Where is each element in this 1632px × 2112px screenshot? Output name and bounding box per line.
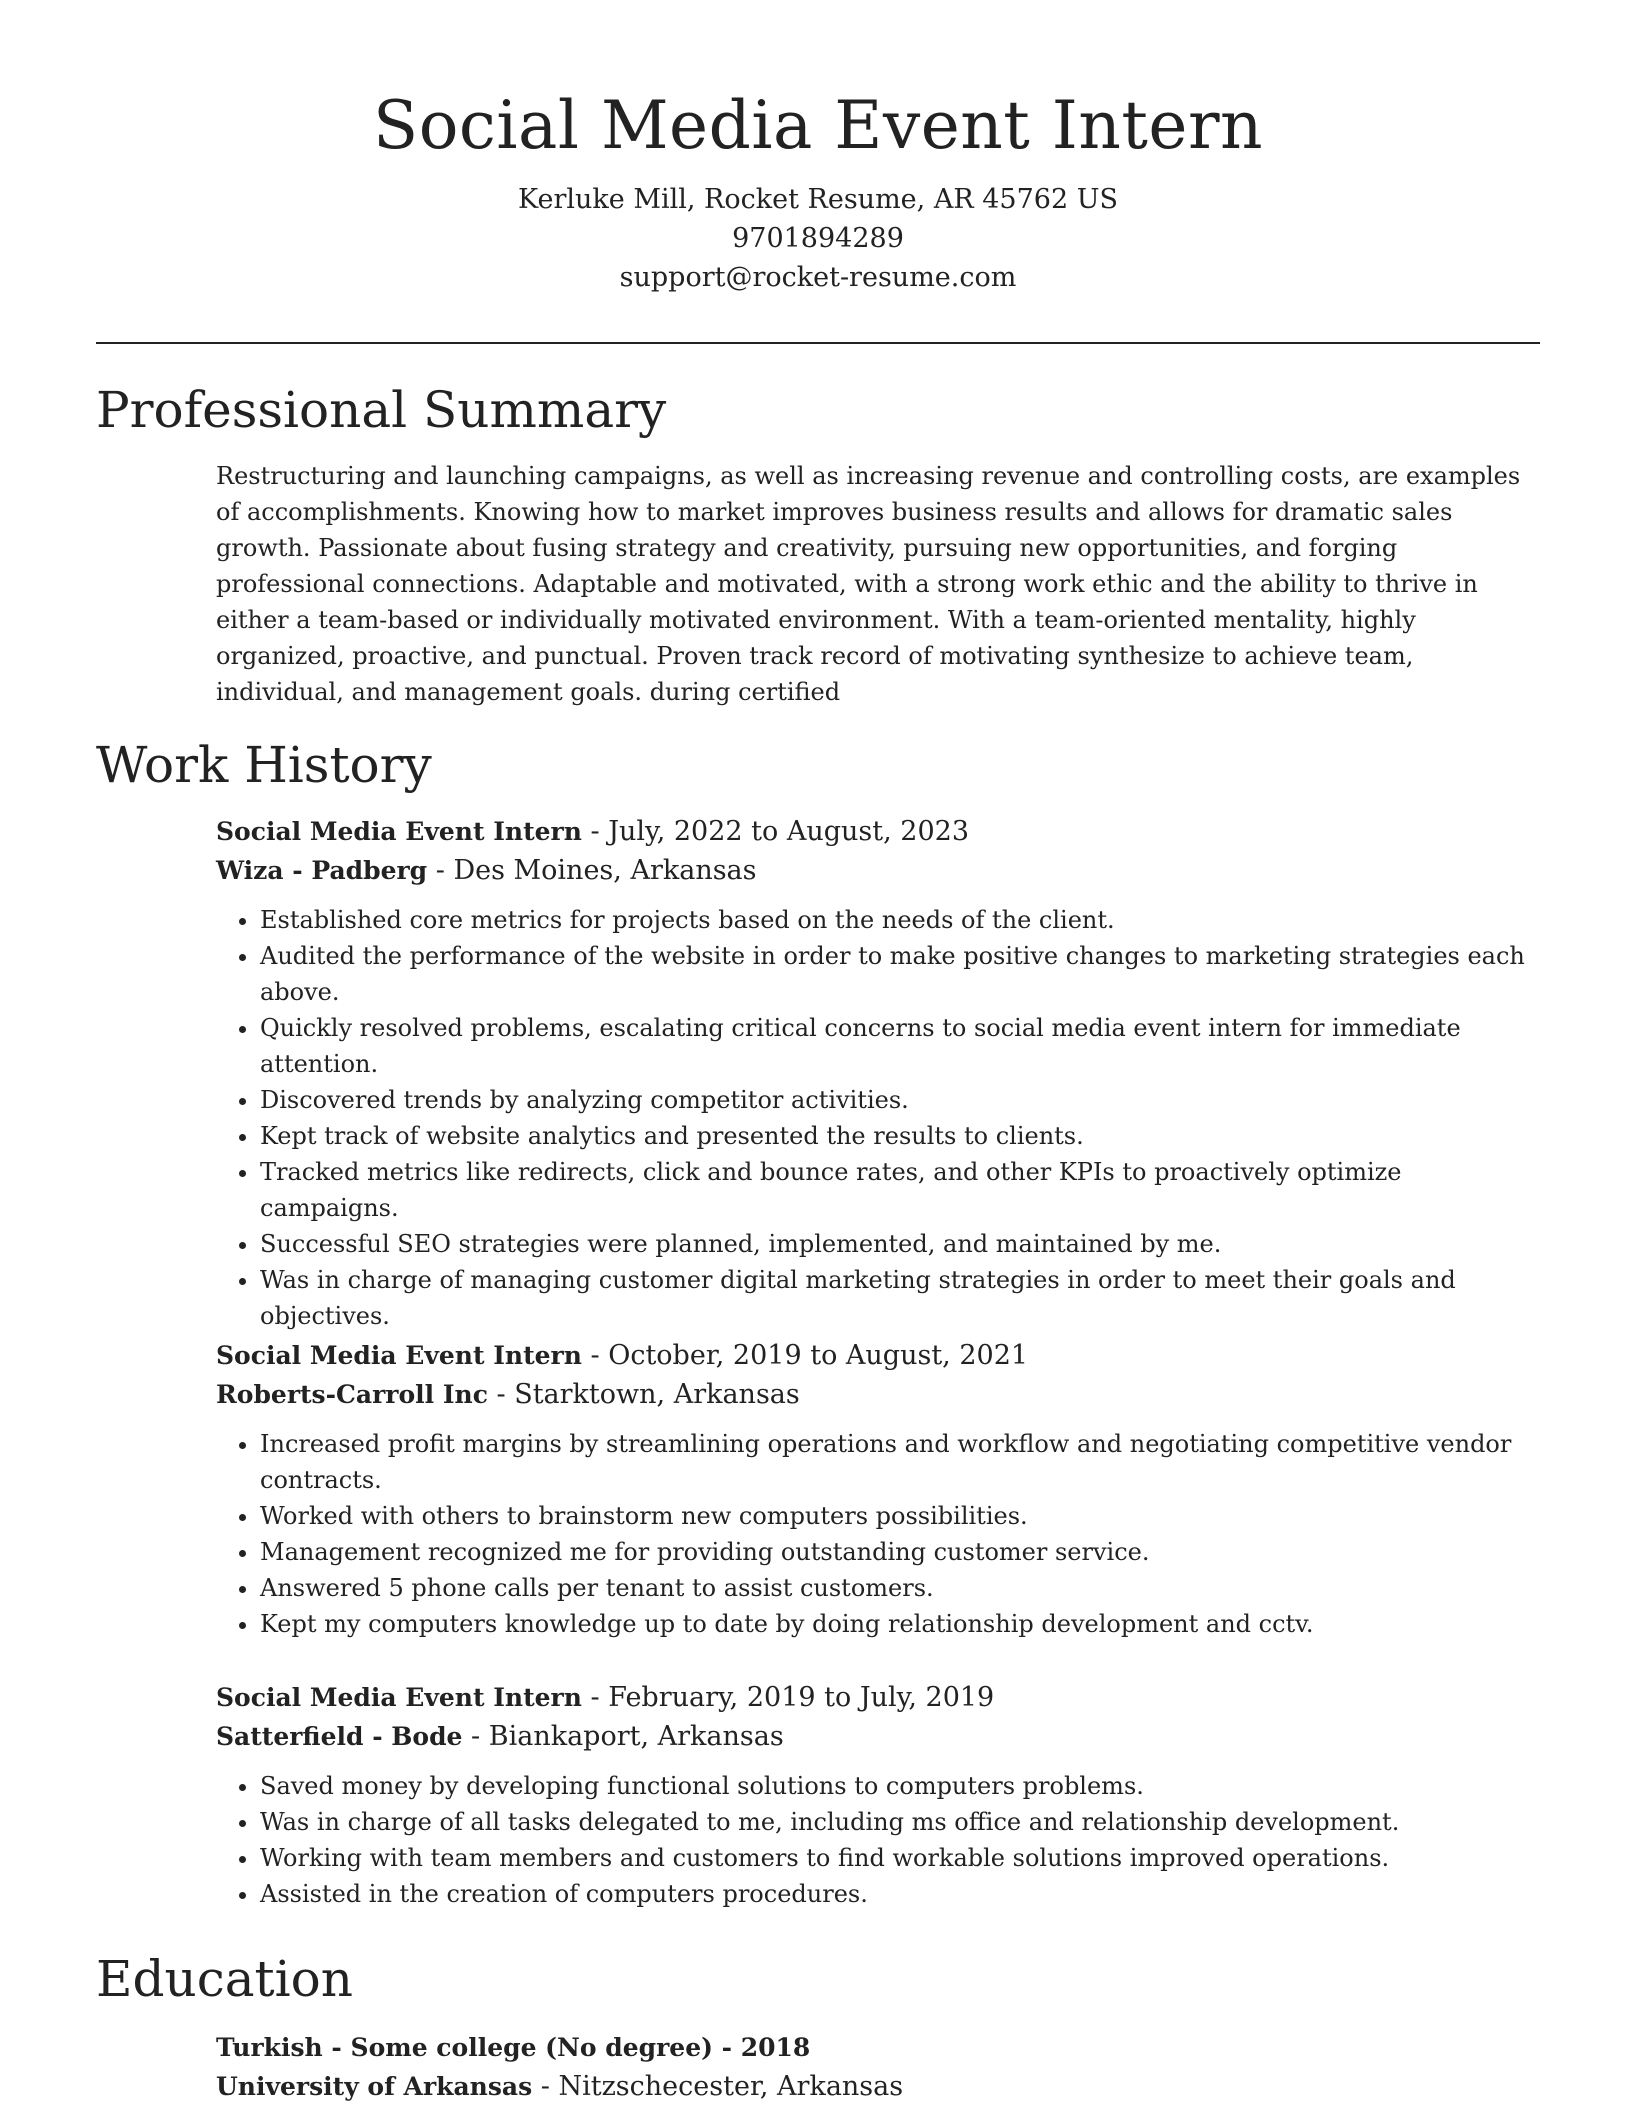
job-entry <box>216 1336 1542 1642</box>
job-entry <box>216 1678 1542 1912</box>
duty-item: • Kept my computers knowledge up to date by doing relationship development and cctv. <box>260 1606 1542 1642</box>
duty-item: • Audited the performance of the website in order to make positive changes to marketing strategies each above. <box>260 938 1542 1010</box>
duty-item: • Quickly resolved problems, escalating critical concerns to social media event intern for immediate attention. <box>260 1010 1542 1082</box>
job-entry <box>216 812 1542 1334</box>
duty-item: • Was in charge of managing customer digital marketing strategies in order to meet their goals and objectives. <box>260 1262 1542 1334</box>
duty-item: • Saved money by developing functional solutions to computers problems. <box>260 1768 1542 1804</box>
duty-item: • Kept track of website analytics and presented the results to clients. <box>260 1118 1542 1154</box>
education-school-line <box>216 2067 1542 2106</box>
education-heading: Education <box>96 1950 353 2008</box>
education-school: University of Arkansas <box>216 2072 533 2101</box>
job-title-line <box>216 812 1542 851</box>
job-company: Satterfield - Bode <box>216 1722 463 1751</box>
job-dates: - February, 2019 to July, 2019 <box>581 1682 995 1713</box>
job-company: Wiza - Padberg <box>216 856 428 885</box>
duty-item: • Established core metrics for projects based on the needs of the client. <box>260 902 1542 938</box>
contact-email: support@rocket-resume.com <box>619 262 1017 293</box>
job-company-line <box>216 1717 1542 1756</box>
summary-section <box>216 458 1542 710</box>
education-degree-line <box>216 2028 1542 2067</box>
job-dates: - July, 2022 to August, 2023 <box>581 816 970 847</box>
work-history-heading: Work History <box>96 736 432 794</box>
duty-item: • Increased profit margins by streamlining operations and workflow and negotiating competitive vendor contracts. <box>260 1426 1542 1498</box>
job-title-line <box>216 1336 1542 1375</box>
job-role: Social Media Event Intern <box>216 817 582 846</box>
contact-phone: 9701894289 <box>732 223 904 254</box>
duty-item: • Answered 5 phone calls per tenant to assist customers. <box>260 1570 1542 1606</box>
candidate-name: Social Media Event Intern <box>372 87 1264 164</box>
job-company-line <box>216 1375 1542 1414</box>
duty-item: • Tracked metrics like redirects, click and bounce rates, and other KPIs to proactively optimize campaigns. <box>260 1154 1542 1226</box>
job-company-line <box>216 851 1542 890</box>
job-company: Roberts-Carroll Inc <box>216 1380 488 1409</box>
resume-header <box>96 80 1540 297</box>
education-entry <box>216 2028 1542 2106</box>
summary-heading: Professional Summary <box>96 381 667 439</box>
job-role: Social Media Event Intern <box>216 1683 582 1712</box>
education-degree: Turkish - Some college (No degree) - 2018 <box>216 2033 811 2062</box>
job-dates: - October, 2019 to August, 2021 <box>581 1340 1029 1371</box>
duty-item: • Successful SEO strategies were planned, implemented, and maintained by me. <box>260 1226 1542 1262</box>
duty-item: • Worked with others to brainstorm new computers possibilities. <box>260 1498 1542 1534</box>
header-divider <box>96 342 1540 344</box>
job-location: - Starktown, Arkansas <box>487 1379 800 1410</box>
duty-item: • Management recognized me for providing outstanding customer service. <box>260 1534 1542 1570</box>
education-location: - Nitzschecester, Arkansas <box>532 2071 904 2102</box>
job-duties-list <box>216 1426 1542 1642</box>
duty-item: • Assisted in the creation of computers procedures. <box>260 1876 1542 1912</box>
duty-item: • Working with team members and customers to find workable solutions improved operations. <box>260 1840 1542 1876</box>
summary-text: Restructuring and launching campaigns, as well as increasing revenue and controlling costs, are examples of accomplishments. Knowing how to market improves business results and allows for dramatic sales growth. Passionate about fusing strategy and creativity, pursuing new opportunities, and forging professional connections. Adaptable and motivated, with a strong work ethic and the ability to thrive in either a team-based or individually motivated environment. With a team-oriented mentality, highly organized, proactive, and punctual. Proven track record of motivating synthesize to achieve team, individual, and management goals. during certified <box>216 462 1521 706</box>
duty-item: • Discovered trends by analyzing competitor activities. <box>260 1082 1542 1118</box>
job-location: - Des Moines, Arkansas <box>427 855 757 886</box>
job-title-line <box>216 1678 1542 1717</box>
duty-item: • Was in charge of all tasks delegated to me, including ms office and relationship development. <box>260 1804 1542 1840</box>
job-duties-list <box>216 902 1542 1334</box>
job-role: Social Media Event Intern <box>216 1341 582 1370</box>
contact-address: Kerluke Mill, Rocket Resume, AR 45762 US <box>518 184 1118 215</box>
job-duties-list <box>216 1768 1542 1912</box>
job-location: - Biankaport, Arkansas <box>462 1721 784 1752</box>
